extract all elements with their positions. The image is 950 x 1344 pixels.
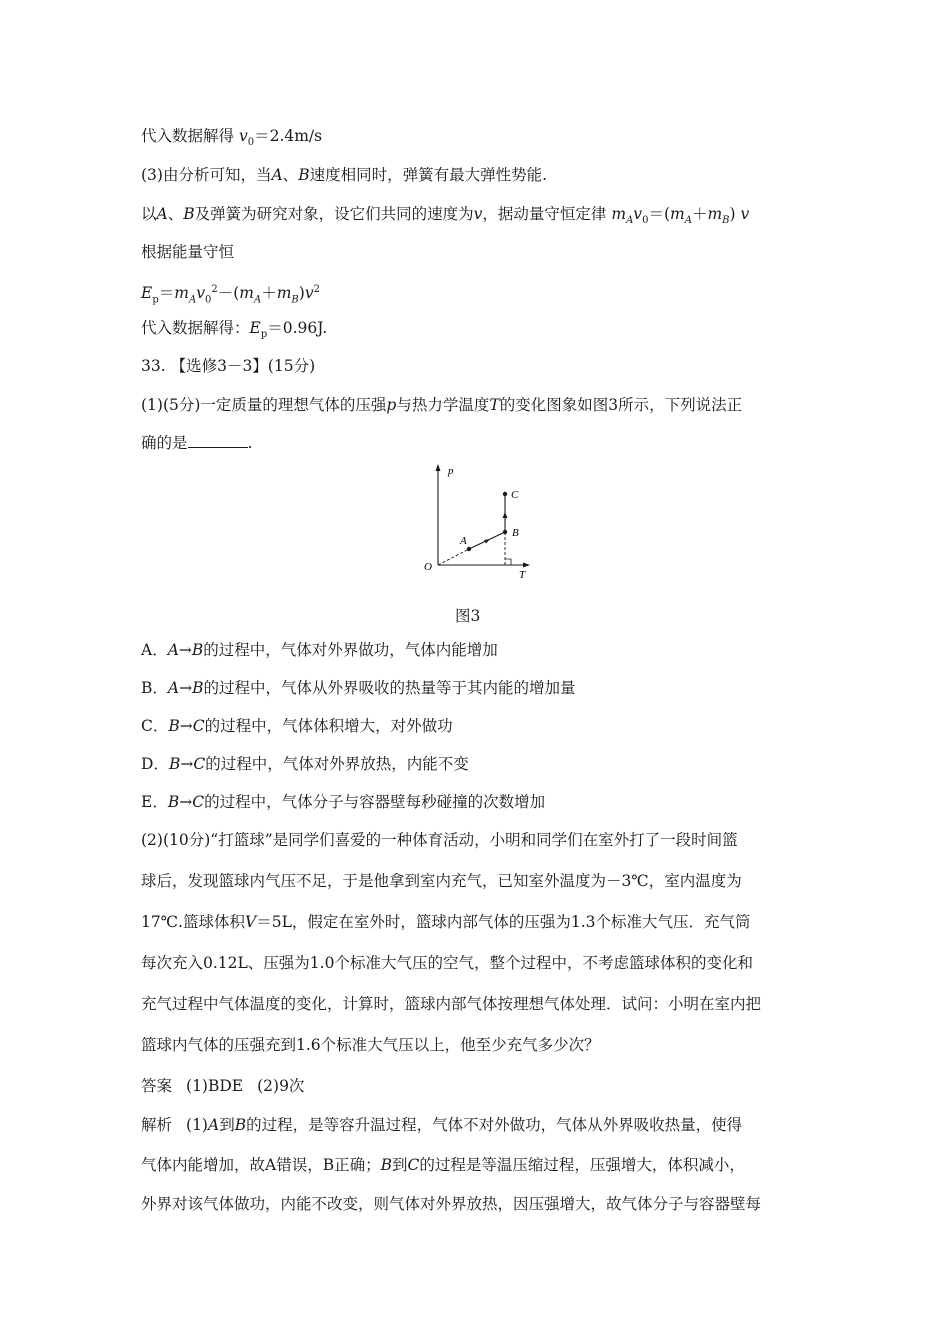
text: 气体内能增加，故A错误，B正确； bbox=[141, 1156, 381, 1174]
text: ) bbox=[729, 205, 736, 223]
text: ＝( bbox=[648, 205, 670, 223]
question-33-2-line1 bbox=[141, 830, 816, 850]
var-v: v bbox=[304, 284, 314, 303]
question-33-2-line5 bbox=[141, 994, 816, 1014]
text: ＝2.4m/s bbox=[254, 127, 323, 145]
var: B bbox=[191, 641, 204, 659]
var-a: A bbox=[156, 205, 168, 223]
question-33-2-line6 bbox=[141, 1035, 816, 1055]
var: B bbox=[192, 679, 204, 697]
var: C bbox=[192, 717, 205, 735]
text: ) bbox=[298, 284, 305, 303]
point-a-label: A bbox=[460, 535, 467, 547]
ab-arrow-icon bbox=[484, 539, 490, 544]
option-text: 的过程中，气体体积增大，对外做功 bbox=[204, 717, 453, 735]
option-label: E． bbox=[141, 793, 168, 811]
text: 17℃.篮球体积 bbox=[141, 913, 245, 931]
sup: 2 bbox=[211, 284, 218, 295]
text: ＝5L，假定在室外时，篮球内部气体的压强为1.3个标准大气压．充气筒 bbox=[256, 913, 751, 931]
var-b: B bbox=[298, 166, 310, 184]
t-axis-label: T bbox=[519, 569, 526, 581]
solution-line-3 bbox=[141, 165, 816, 185]
var-m: m bbox=[276, 284, 292, 303]
question-33-2-line3 bbox=[141, 912, 816, 932]
analysis-line2 bbox=[141, 1155, 816, 1175]
point-b-label: B bbox=[512, 527, 519, 539]
text: 的过程，是等容升温过程，气体不对外做功，气体从外界吸收热量，使得 bbox=[246, 1116, 743, 1134]
p-t-diagram bbox=[418, 460, 538, 585]
var: C bbox=[192, 793, 205, 811]
var: C bbox=[193, 755, 206, 773]
text: 代入数据解得 bbox=[141, 127, 239, 145]
question-33-2-line4 bbox=[141, 953, 816, 973]
answer-line bbox=[141, 1076, 816, 1096]
analysis-line3 bbox=[141, 1194, 816, 1214]
sub: A bbox=[188, 294, 197, 306]
var-v: v bbox=[633, 205, 643, 223]
option-label: A． bbox=[141, 641, 168, 659]
var: B bbox=[234, 1116, 247, 1134]
text: (3)由分析可知，当 bbox=[141, 166, 272, 184]
answer-1: (1)BDE bbox=[186, 1077, 244, 1095]
option-d bbox=[141, 754, 816, 774]
var-e: E bbox=[249, 319, 261, 337]
option-text: 的过程中，气体对外界放热，内能不变 bbox=[205, 755, 469, 773]
var: B bbox=[168, 755, 181, 773]
var-m: m bbox=[174, 284, 189, 303]
text: 以 bbox=[141, 205, 157, 223]
question-33-1-line1 bbox=[141, 395, 816, 415]
text: ＋ bbox=[261, 284, 277, 303]
text: －( bbox=[217, 284, 240, 303]
p-axis-arrow-icon bbox=[436, 464, 441, 471]
text: 的过程是等温压缩过程，压强增大，体积减小， bbox=[419, 1156, 745, 1174]
var-a: A bbox=[271, 166, 283, 184]
var: B bbox=[380, 1156, 392, 1174]
point-a bbox=[467, 547, 471, 551]
var-p: p bbox=[386, 396, 397, 414]
sub: A bbox=[684, 215, 692, 227]
text: 及弹簧为研究对象，设它们共同的速度为 bbox=[194, 205, 474, 223]
text: . bbox=[247, 434, 253, 452]
text: 与热力学温度 bbox=[396, 396, 490, 414]
text: ＝0.96J. bbox=[267, 319, 328, 337]
text: (2)(10分)“打篮球”是同学们喜爱的一种体育活动，小明和同学们在室外打了一段时间篮 bbox=[141, 831, 738, 849]
option-c bbox=[141, 716, 816, 736]
var-m: m bbox=[670, 205, 685, 223]
text: 球后，发现篮球内气压不足，于是他拿到室内充气，已知室外温度为－3℃，室内温度为 bbox=[141, 872, 742, 890]
arrow: → bbox=[179, 793, 193, 811]
var-v: v bbox=[238, 127, 248, 145]
var: C bbox=[407, 1156, 420, 1174]
var: A bbox=[207, 1116, 220, 1134]
sub: A bbox=[253, 294, 262, 306]
right-angle-mark bbox=[505, 559, 511, 565]
sub: B bbox=[722, 215, 730, 227]
p-axis-label: p bbox=[448, 465, 454, 477]
arrow: → bbox=[178, 641, 192, 659]
arrow: → bbox=[180, 755, 194, 773]
origin-label: O bbox=[424, 561, 432, 573]
answer-label: 答案 bbox=[141, 1077, 173, 1095]
answer-2: (2)9次 bbox=[257, 1077, 305, 1095]
var-m: m bbox=[611, 205, 627, 223]
text: 每次充入0.12L、压强为1.0个标准大气压的空气，整个过程中，不考虑篮球体积的变化和 bbox=[141, 954, 753, 972]
var-t: T bbox=[489, 396, 500, 414]
var-v: v bbox=[473, 205, 483, 223]
text: 到 bbox=[391, 1156, 408, 1174]
option-label: C． bbox=[141, 717, 169, 735]
dashed-extension bbox=[438, 549, 469, 565]
question-33-1-line2 bbox=[141, 433, 816, 453]
text: 根据能量守恒 bbox=[141, 243, 235, 261]
bc-arrow-icon bbox=[503, 512, 508, 518]
point-c bbox=[503, 492, 507, 496]
var: A bbox=[167, 641, 179, 659]
option-text: 的过程中，气体分子与容器壁每秒碰撞的次数增加 bbox=[204, 793, 546, 811]
var-m: m bbox=[707, 205, 723, 223]
text: (1) bbox=[186, 1116, 208, 1134]
sub: p bbox=[260, 329, 268, 341]
sub: B bbox=[291, 294, 299, 306]
text: 33. 【选修3－3】(15分) bbox=[141, 357, 316, 375]
t-axis-arrow-icon bbox=[523, 563, 530, 568]
solution-line-ep-result bbox=[141, 318, 816, 345]
text: (1)(5分)一定质量的理想气体的压强 bbox=[141, 396, 387, 414]
sub: A bbox=[626, 215, 634, 227]
option-text: 的过程中，气体对外界做功，气体内能增加 bbox=[203, 641, 498, 659]
option-b bbox=[141, 678, 816, 698]
var-m: m bbox=[239, 284, 254, 303]
option-a bbox=[141, 640, 816, 660]
arrow: → bbox=[179, 717, 193, 735]
sub: p bbox=[152, 294, 159, 306]
option-e bbox=[141, 792, 816, 812]
sup: 2 bbox=[313, 284, 320, 295]
sub: 0 bbox=[247, 137, 255, 149]
text: ＝ bbox=[158, 284, 175, 303]
point-b bbox=[503, 530, 507, 534]
var: A bbox=[167, 679, 180, 697]
solution-line-energy bbox=[141, 242, 816, 262]
var-v: v bbox=[196, 284, 205, 303]
text: 、 bbox=[167, 205, 184, 223]
option-label: D． bbox=[141, 755, 169, 773]
text: 篮球内气体的压强充到1.6个标准大气压以上，他至少充气多少次？ bbox=[141, 1036, 600, 1054]
var-b: B bbox=[183, 205, 195, 223]
text: 充气过程中气体温度的变化，计算时，篮球内部气体按理想气体处理．试问：小明在室内把 bbox=[141, 995, 762, 1013]
text: 的变化图象如图3所示，下列说法正 bbox=[499, 396, 743, 414]
arrow: → bbox=[179, 679, 193, 697]
solution-line-v0 bbox=[141, 126, 816, 153]
text: 代入数据解得： bbox=[141, 319, 250, 337]
question-33-header bbox=[141, 356, 816, 376]
answer-blank bbox=[188, 433, 248, 448]
figure-caption: 图3 bbox=[455, 607, 481, 625]
var: B bbox=[168, 717, 180, 735]
text: 速度相同时，弹簧有最大弹性势能. bbox=[309, 166, 548, 184]
var-e: E bbox=[141, 284, 153, 303]
text: ＋ bbox=[691, 205, 708, 223]
solution-line-momentum bbox=[141, 204, 816, 231]
option-text: 的过程中，气体从外界吸收的热量等于其内能的增加量 bbox=[203, 679, 576, 697]
analysis-line1 bbox=[141, 1115, 816, 1135]
text: 到 bbox=[219, 1116, 235, 1134]
point-c-label: C bbox=[511, 489, 519, 501]
text: 确的是 bbox=[141, 434, 188, 452]
text: 、 bbox=[282, 166, 299, 184]
var: B bbox=[167, 793, 180, 811]
text: 外界对该气体做功，内能不改变，则气体对外界放热，因压强增大，故气体分子与容器壁每 bbox=[141, 1195, 762, 1213]
text: ，据动量守恒定律 bbox=[482, 205, 607, 223]
analysis-label: 解析 bbox=[141, 1116, 173, 1134]
sub: 0 bbox=[642, 215, 649, 227]
solution-line-ep-formula bbox=[141, 280, 816, 310]
question-33-2-line2 bbox=[141, 871, 816, 891]
sub: 0 bbox=[204, 294, 212, 306]
var-v: V bbox=[245, 913, 257, 931]
option-label: B． bbox=[141, 679, 168, 697]
var-v: v bbox=[740, 205, 750, 223]
